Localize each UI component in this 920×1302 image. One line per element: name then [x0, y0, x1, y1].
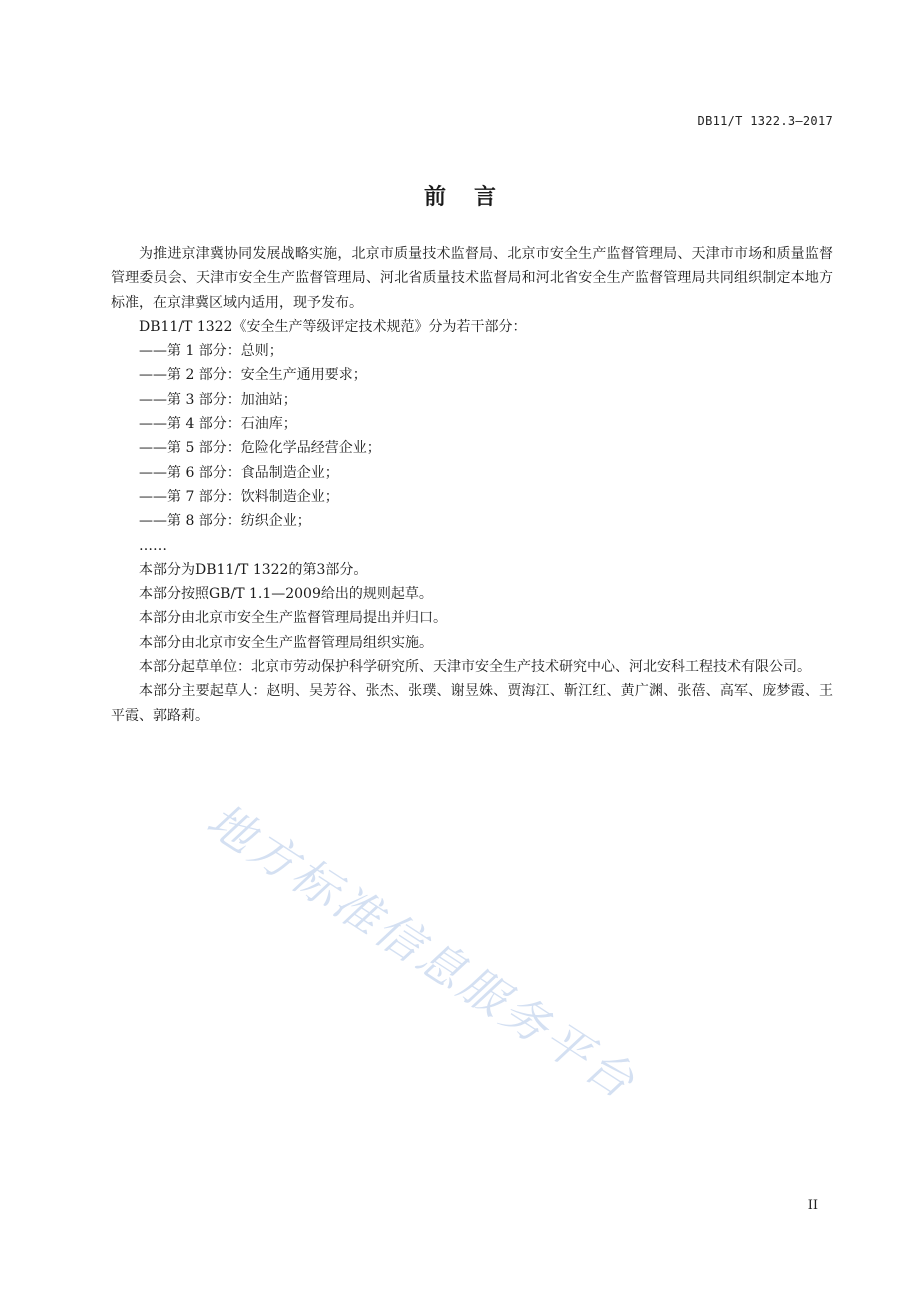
proposed-by-statement: 本部分由北京市安全生产监督管理局提出并归口。 — [139, 610, 447, 627]
page-number: II — [807, 1198, 818, 1213]
list-item: ——第 8 部分：纺织企业； — [139, 513, 311, 530]
watermark: 地方标准信息服务平台 — [197, 792, 647, 1111]
ellipsis: …… — [139, 537, 167, 554]
series-intro: DB11/T 1322《安全生产等级评定技术规范》分为若干部分： — [139, 318, 527, 335]
list-item: ——第 2 部分：安全生产通用要求； — [139, 367, 367, 384]
intro-paragraph: 为推进京津冀协同发展战略实施，北京市质量技术监督局、北京市安全生产监督管理局、天津市市场和质量监督管理委员会、天津市安全生产监督管理局、河北省质量技术监督局和河北省安全生产监督管理局共同组织制定本地方标准，在京津冀区域内适用，现予发布。 — [111, 246, 833, 311]
this-part-statement: 本部分为DB11/T 1322的第3部分。 — [139, 561, 368, 578]
list-item: ——第 4 部分：石油库； — [139, 416, 297, 433]
list-item: ——第 5 部分：危险化学品经营企业； — [139, 440, 381, 457]
list-item: ——第 7 部分：饮料制造企业； — [139, 488, 339, 505]
list-item: ——第 3 部分：加油站； — [139, 391, 297, 408]
organized-by-statement: 本部分由北京市安全生产监督管理局组织实施。 — [139, 634, 433, 651]
foreword-body — [111, 242, 833, 728]
parts-list — [111, 339, 833, 533]
list-item: ——第 1 部分：总则； — [139, 343, 283, 360]
main-drafters-statement: 本部分主要起草人：赵明、吴芳谷、张杰、张璞、谢昱姝、贾海江、靳江红、黄广渊、张蓓、高军、庞梦霞、王平霞、郭路莉。 — [111, 683, 833, 724]
drafting-rules-statement: 本部分按照GB/T 1.1—2009给出的规则起草。 — [139, 586, 433, 603]
standard-number: DB11/T 1322.3—2017 — [697, 114, 833, 128]
list-item: ——第 6 部分：食品制造企业； — [139, 464, 339, 481]
drafting-units-statement: 本部分起草单位：北京市劳动保护科学研究所、天津市安全生产技术研究中心、河北安科工程技术有限公司。 — [139, 659, 811, 676]
page-title: 前言 — [423, 185, 524, 210]
